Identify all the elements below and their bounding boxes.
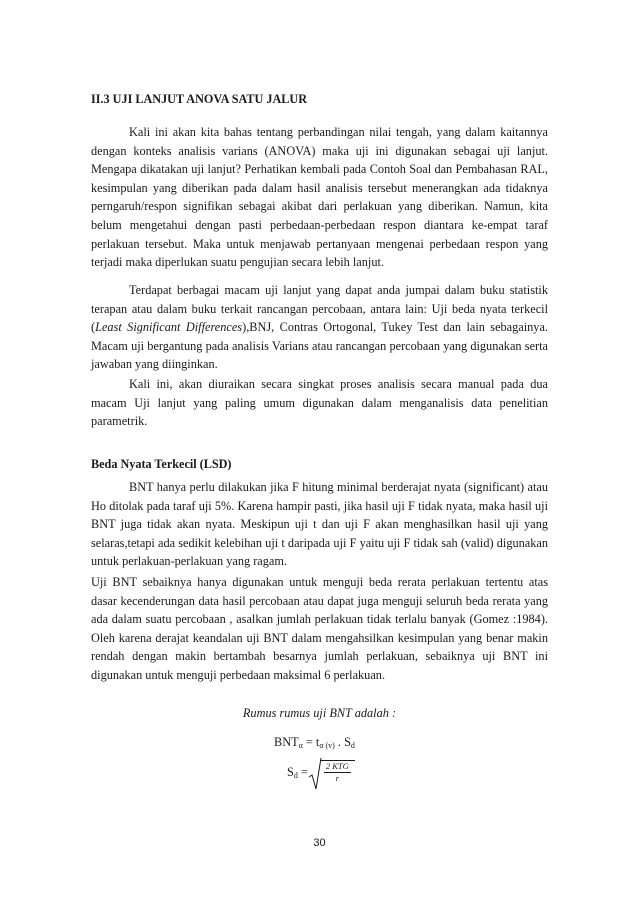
- sqrt-symbol: [308, 760, 355, 785]
- formula-sd-lhs-sub: d: [293, 771, 298, 780]
- formula-bnt-lhs-sub: α: [298, 741, 303, 750]
- paragraph-methods-before: Terdapat berbagai macam uji lanjut yang dapat anda jumpai dalam buku statistik terapan atau dalam buku terkait rancangan percobaan, antara lain: Uji beda nyata terkecil (: [91, 283, 548, 335]
- formula-sd-eq: =: [297, 765, 308, 779]
- fraction-numerator: 2 KTG: [325, 761, 349, 771]
- paragraph-overview: Kali ini, akan diuraikan secara singkat proses analisis secara manual pada dua macam Uji lanjut yang paling umum digunakan dalam menganalisis data penelitian parametrik.: [91, 377, 548, 429]
- formula-bnt-rest: . S: [334, 735, 351, 749]
- paragraph-lsd-1: BNT hanya perlu dilakukan jika F hitung minimal berderajat nyata (significant) atau Ho ditolak pada taraf uji 5%. Karena hampir pasti, jika hasil uji F tidak nyata, maka hasil uji BNT juga tidak akan nyata. Meskipun uji t dan uji F akan menghasilkan hasil uji yang selaras,tetapi ada sedikit kelebihan uji t daripada uji F yaitu uji F tidak sah (valid) digunakan untuk perlakuan-perlakuan yang ragam.: [91, 480, 548, 569]
- subsection-title: Beda Nyata Terkecil (LSD): [91, 457, 232, 471]
- formula-caption: Rumus rumus uji BNT adalah :: [242, 706, 397, 720]
- sqrt-fraction: [320, 760, 355, 784]
- paragraph-intro: Kali ini akan kita bahas tentang perbandingan nilai tengah, yang dalam kaitannya dengan konteks analisis varians (ANOVA) maka uji ini digunakan sebagai uji lanjut. Mengapa dikatakan uji lanjut? Perhatikan kembali pada Contoh Soal dan Pembahasan RAL, kesimpulan yang diberikan pada dalam hasil analisis tersebut menerangkan ada tidaknya perngaruh/respon signifikan sebagai akibat dari perlakuan yang diberikan. Namun, kita belum mengetahui dengan pasti perbedaan-perbedaan respon diantara ke-empat taraf perlakuan tersebut. Maka untuk menjawab pertanyaan mengenai perbedaan respon yang terjadi maka diperlukan suatu pengujian secara lebih lanjut.: [91, 125, 548, 270]
- formula-sd-lhs: S: [287, 765, 294, 779]
- fraction-denominator: r: [335, 773, 339, 783]
- page-number: 30: [313, 837, 326, 849]
- formula-bnt-s-sub: d: [350, 741, 355, 750]
- paragraph-methods-italic: Least Significant Differences: [95, 320, 243, 335]
- paragraph-lsd-2: Uji BNT sebaiknya hanya digunakan untuk menguji beda rerata perlakuan tertentu atas dasar kecenderungan data hasil percobaan atau dapat juga menguji seluruh beda rerata yang ada dalam suatu percobaan , asalkan jumlah perlakuan tidak terlalu banyak (Gomez :1984). Oleh karena derajat keandalan uji BNT dalam mengahsilkan kesimpulan yang benar makin rendah dengan makin bertambah besarnya jumlah perlakuan, sebaiknya uji BNT ini digunakan untuk menguji perbedaan maksimal 6 perlakuan.: [91, 575, 548, 682]
- formula-bnt-t-sub: α (v): [319, 741, 335, 750]
- formula-bnt-eq: = t: [302, 735, 320, 749]
- formula-bnt-lhs: BNT: [274, 735, 299, 749]
- formula-bnt: [274, 735, 355, 750]
- formula-sd: [287, 760, 355, 785]
- section-title: II.3 UJI LANJUT ANOVA SATU JALUR: [91, 92, 308, 106]
- paragraph-methods-after: ),BNJ, Contras Ortogonal, Tukey Test dan lain sebagainya. Macam uji bergantung pada analisis Varians atau rancangan percobaan yang digunakan serta jawaban yang diinginkan.: [91, 320, 548, 372]
- paragraph-methods: [91, 281, 548, 374]
